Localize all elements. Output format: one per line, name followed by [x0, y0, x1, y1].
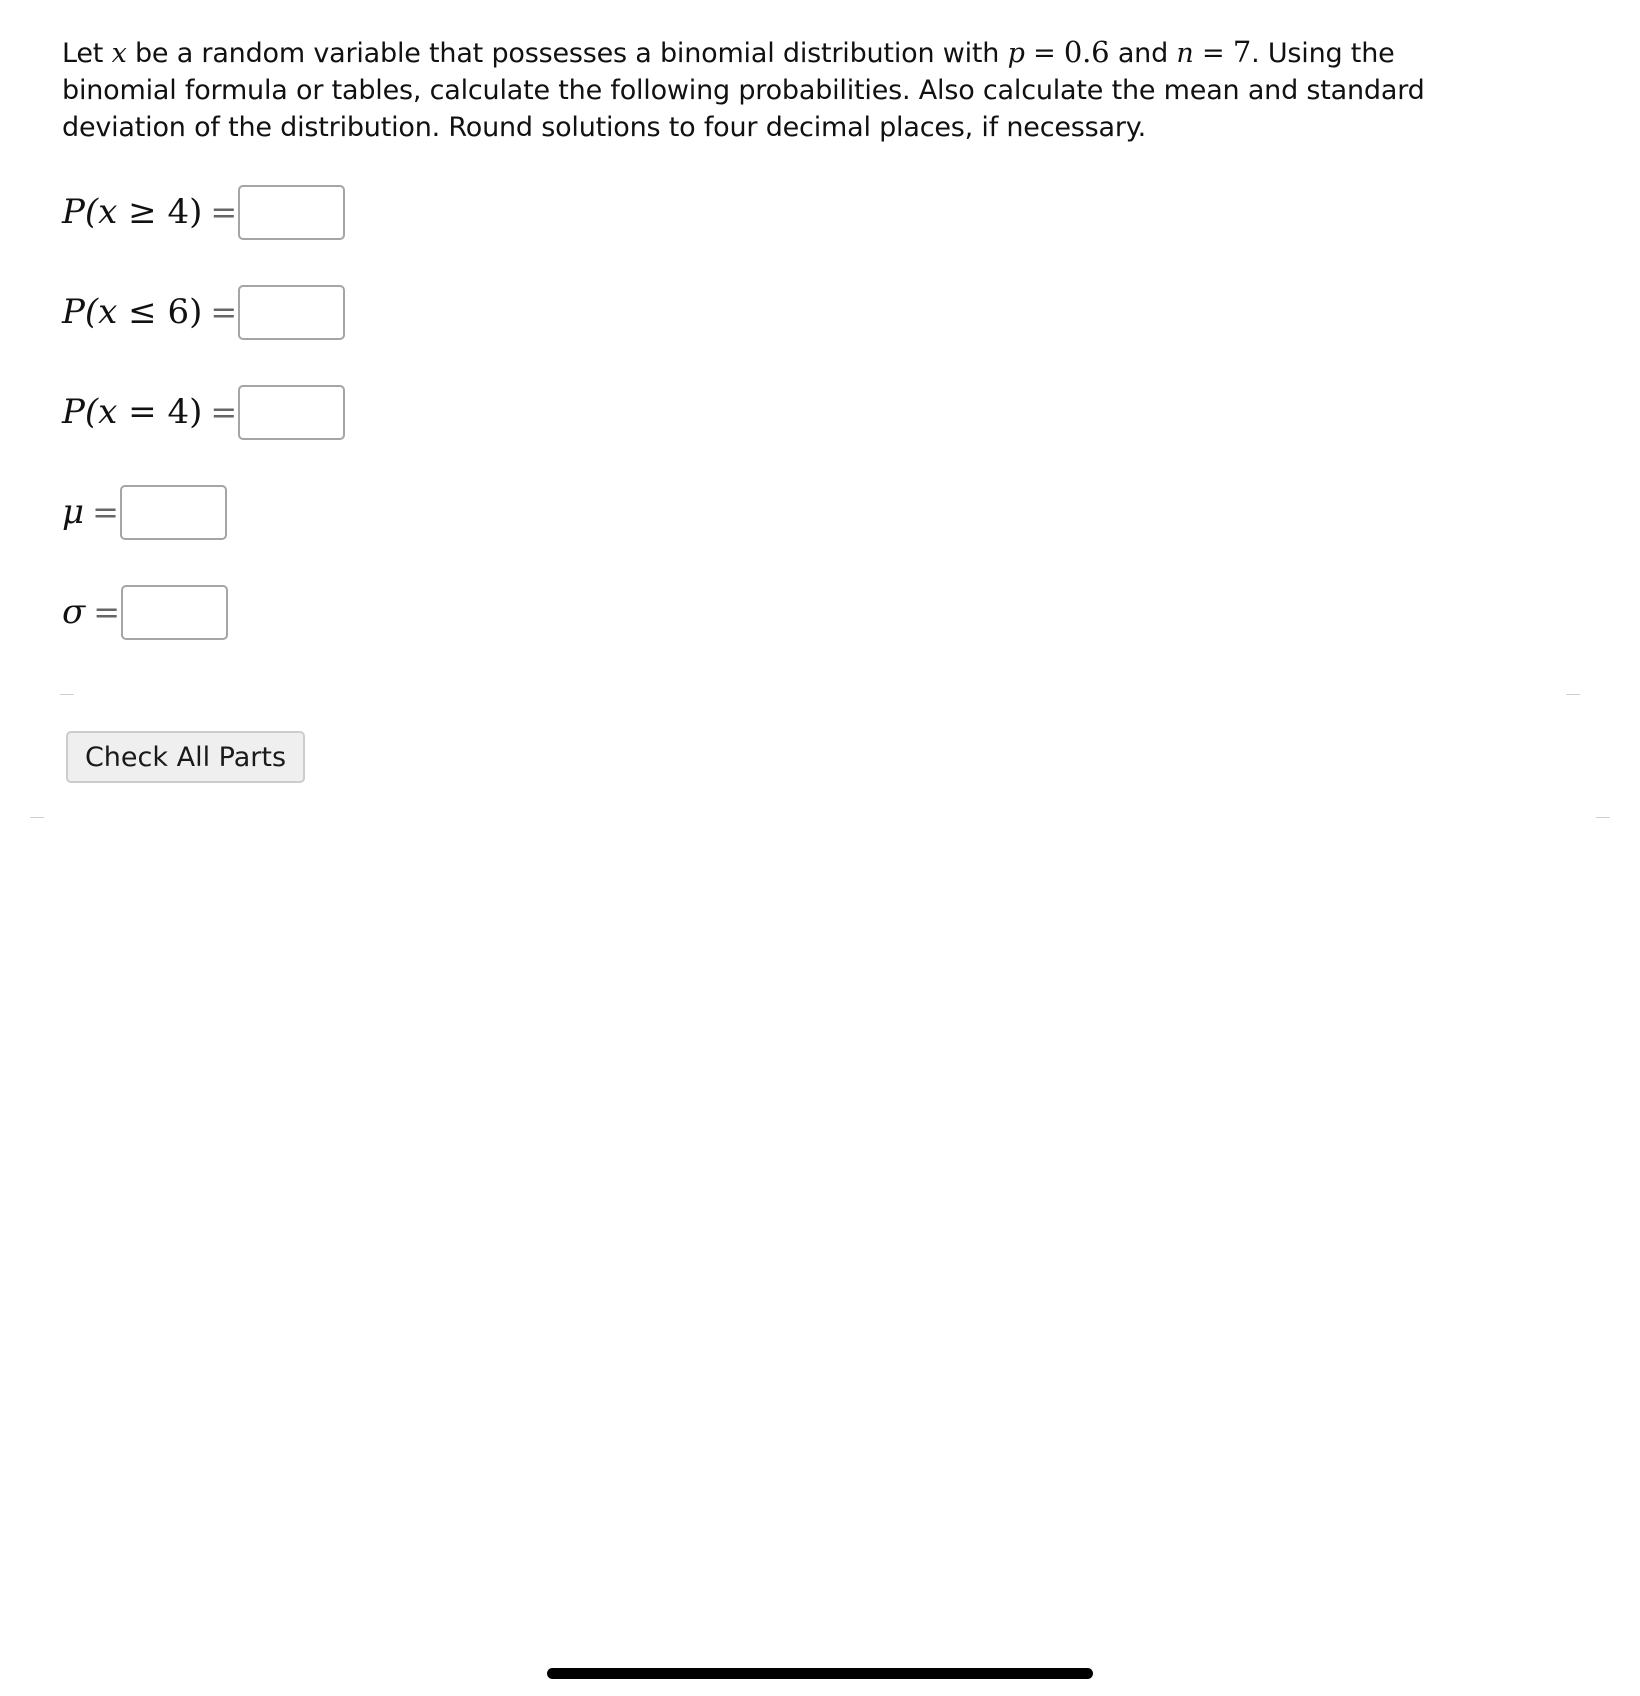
part-row-p-le-6 [62, 282, 345, 342]
std-dev-symbol: σ [62, 592, 86, 632]
part-label-suffix: = 4) [117, 392, 203, 432]
question-eq-sign: = [1024, 38, 1064, 69]
question-seg-1: Let [62, 38, 112, 69]
question-var-n: n [1176, 38, 1194, 69]
part-label [62, 492, 84, 532]
answer-input-p-eq-4[interactable] [238, 385, 345, 440]
part-label-var: x [98, 192, 118, 232]
question-p-value: 0.6 [1063, 35, 1110, 69]
separator-tick-left-inner [60, 694, 74, 695]
mean-symbol: μ [62, 492, 85, 532]
part-row-mean [62, 482, 227, 542]
answer-input-mean[interactable] [120, 485, 227, 540]
question-seg-2: be a random variable that possesses a binomial distribution with [126, 38, 1008, 69]
question-n-value: 7 [1232, 35, 1252, 69]
answer-input-p-ge-4[interactable] [238, 185, 345, 240]
part-label-suffix: ≥ 4) [117, 192, 203, 232]
answer-input-std-dev[interactable] [121, 585, 228, 640]
answer-input-p-le-6[interactable] [238, 285, 345, 340]
equals-sign: = [210, 393, 238, 431]
separator-tick-right-outer [1596, 817, 1610, 818]
check-all-parts-button[interactable]: Check All Parts [66, 731, 305, 783]
equals-sign: = [210, 193, 238, 231]
question-eq-sign-2: = [1193, 38, 1233, 69]
question-var-x: x [111, 38, 127, 69]
part-label [62, 392, 202, 432]
part-row-std-dev [62, 582, 228, 642]
home-indicator-bar[interactable] [547, 1668, 1093, 1679]
part-row-p-ge-4 [62, 182, 345, 242]
part-label-var: x [98, 392, 118, 432]
equals-sign: = [93, 593, 121, 631]
question-text [62, 34, 1482, 146]
separator-tick-left-outer [30, 817, 44, 818]
question-seg-4: . Using the binomial formula or tables, calculate the following probabilities. Also calculate the mean and standard deviation of the distribution. Round solutions to four decimal places, if necessary. [62, 38, 1425, 143]
part-label-prefix: P( [62, 292, 99, 332]
equals-sign: = [92, 493, 119, 531]
part-label-prefix: P( [62, 192, 99, 232]
separator-tick-right-inner [1566, 694, 1580, 695]
part-label-suffix: ≤ 6) [117, 292, 203, 332]
part-label-prefix: P( [62, 392, 99, 432]
equals-sign: = [210, 293, 238, 331]
question-seg-3: and [1109, 38, 1177, 69]
part-row-p-eq-4 [62, 382, 345, 442]
part-label [62, 592, 85, 632]
question-var-p: p [1007, 38, 1025, 69]
part-label [62, 192, 202, 232]
part-label-var: x [98, 292, 118, 332]
part-label [62, 292, 202, 332]
